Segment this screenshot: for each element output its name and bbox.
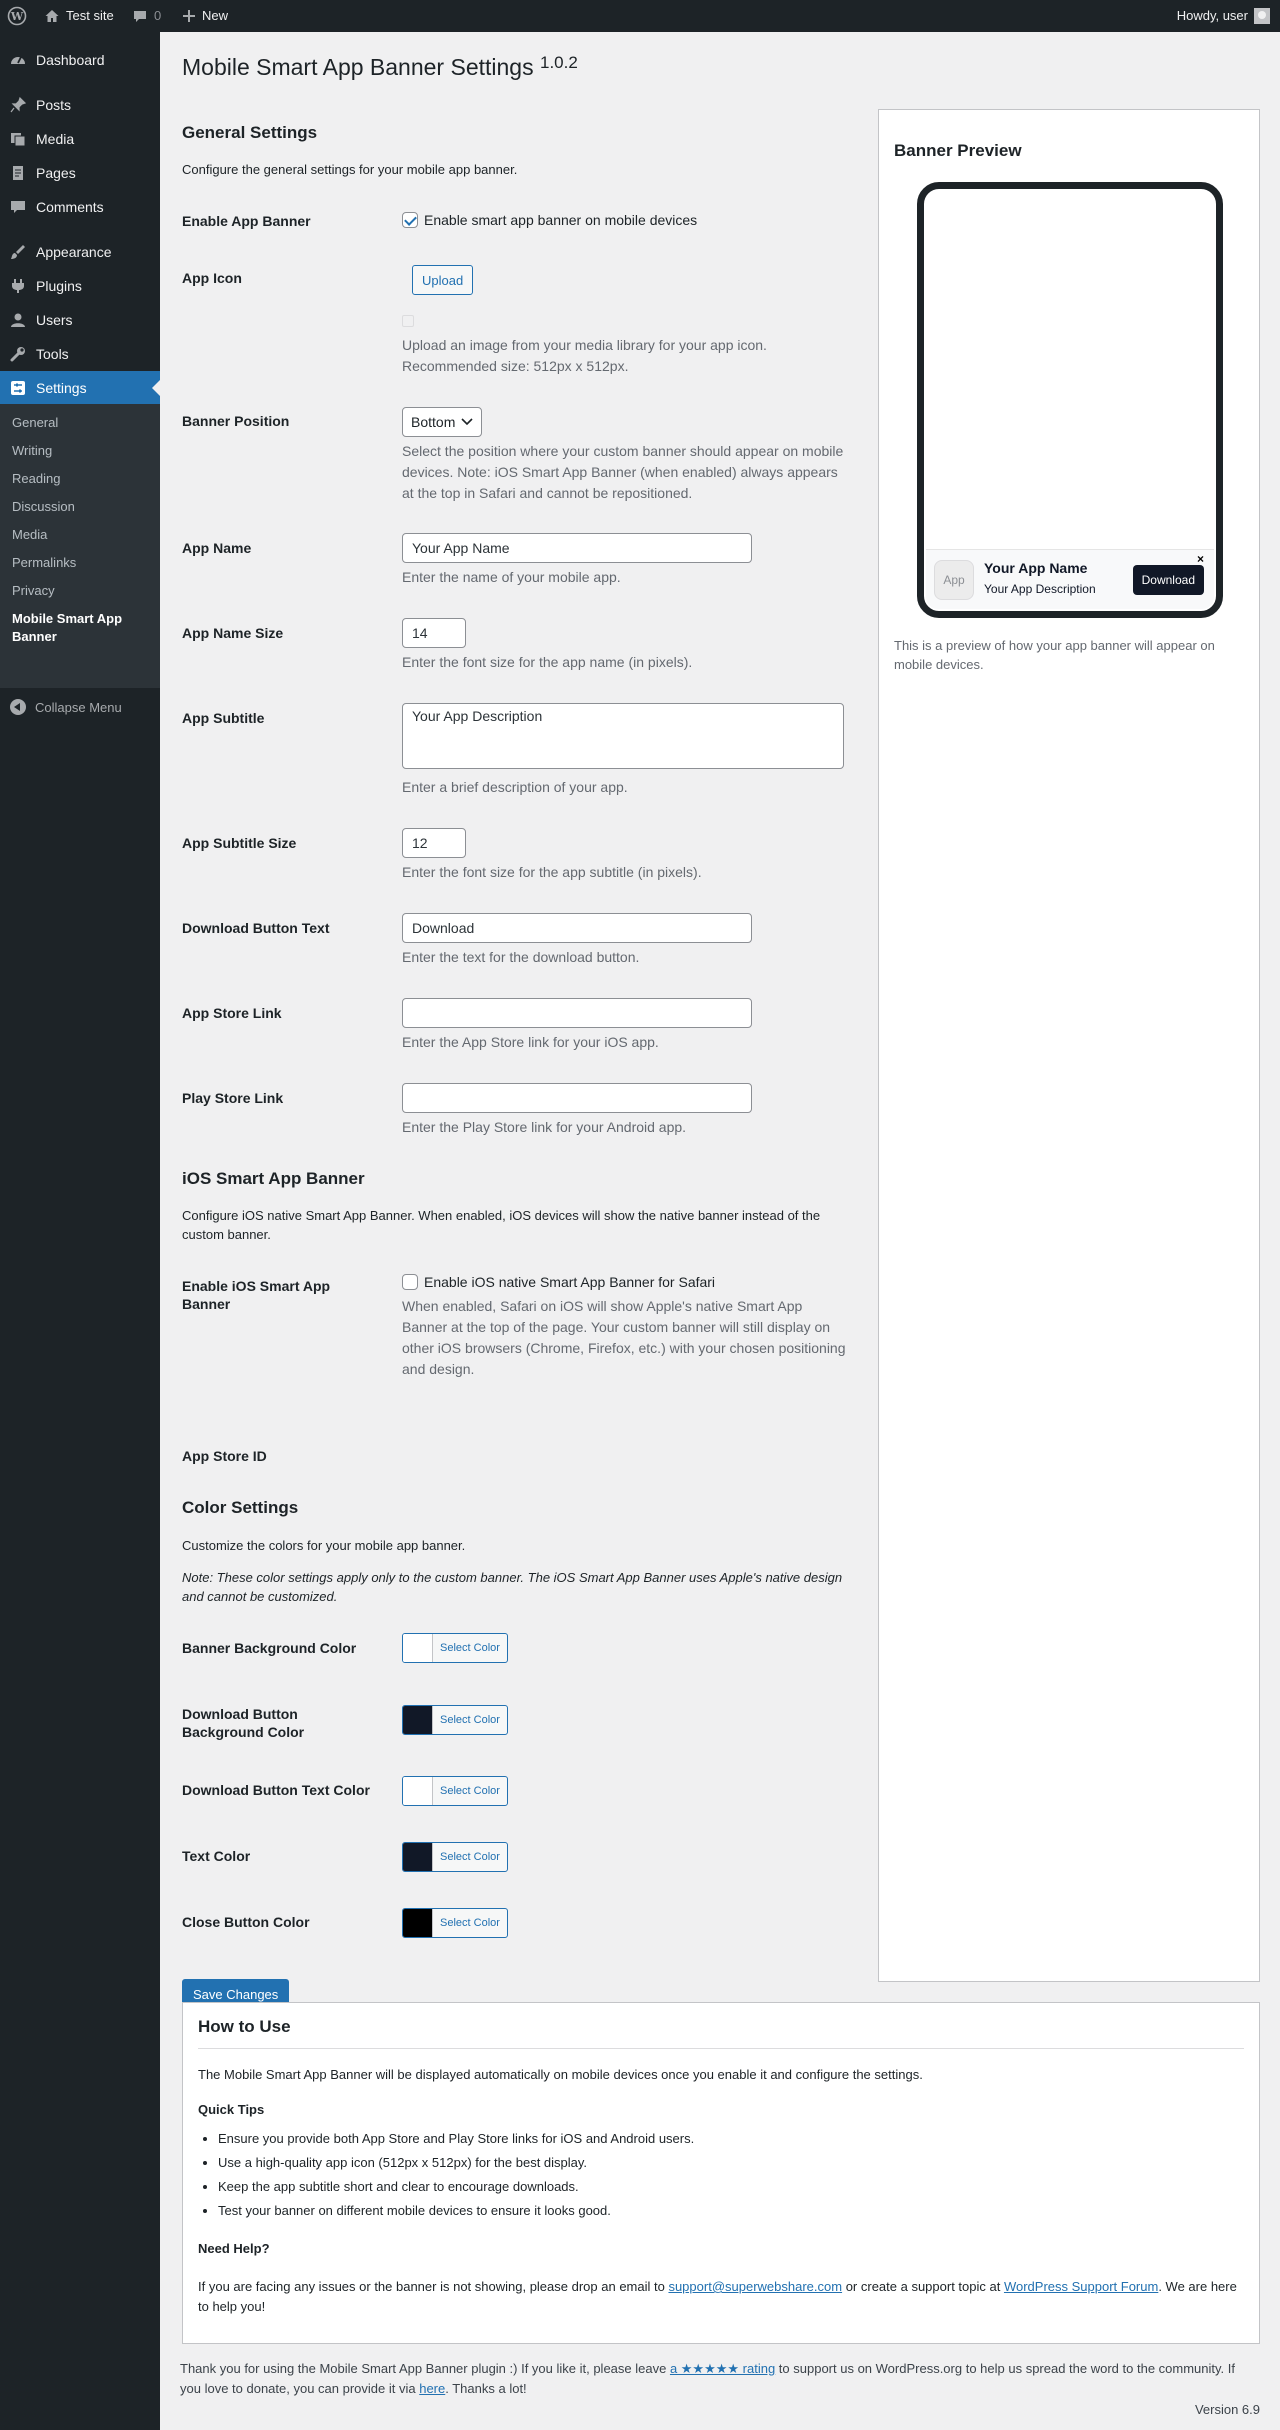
upload-icon-button[interactable]: Upload [412,265,473,295]
list-item: • Test your banner on different mobile devices to ensure it looks good. [218,2199,694,2223]
preview-caption [894,636,1215,674]
pages-icon [9,164,27,182]
app-name-help: Enter the name of your mobile app. [402,569,621,585]
comment-icon [132,8,148,24]
brush-icon [9,243,27,261]
app-icon-label: App Icon [182,270,242,286]
enable-ios-banner-help [402,1296,846,1380]
comments-count: 0 [154,8,162,23]
app-subtitle-help: Enter a brief description of your app. [402,779,628,795]
how-to-use-heading: How to Use [198,2017,291,2036]
preview-app-name: Your App Name [984,560,1088,576]
enable-ios-banner-label-line-1: Enable iOS Smart App [182,1278,331,1294]
close-button-color-label: Close Button Color [182,1914,310,1930]
preview-close-icon: × [1196,552,1204,566]
submenu-media[interactable]: Media [12,527,48,542]
close-button-color-button-label: Select Color [440,1917,500,1929]
preview-banner [926,549,1214,609]
close-button-color-swatch [403,1909,433,1937]
download-bg-color-swatch [403,1706,433,1734]
banner-bg-color-button-label: Select Color [440,1642,500,1654]
banner-position-help-line-1: Select the position where your custom banner should appear on mobile [402,443,844,459]
list-item: • Keep the app subtitle short and clear to encourage downloads. [218,2175,694,2199]
sidebar-item-appearance[interactable] [0,235,160,269]
banner-position-help-line-2: devices. Note: iOS Smart App Banner (when enabled) always appears [402,464,838,480]
app-store-link-help: Enter the App Store link for your iOS app. [402,1034,659,1050]
enable-ios-banner-label [182,1277,372,1313]
enable-ios-banner-text: Enable iOS native Smart App Banner for Safari [424,1274,716,1290]
settings-submenu [0,404,160,688]
general-settings-description: Configure the general settings for your mobile app banner. [182,162,518,177]
download-button-text-label: Download Button Text [182,920,330,936]
plus-icon [182,9,196,23]
play-store-link-input[interactable] [402,1083,752,1113]
download-bg-color-picker[interactable] [402,1705,508,1735]
banner-position-select[interactable] [402,407,482,437]
banner-bg-color-label: Banner Background Color [182,1640,357,1656]
plugin-icon [9,277,27,295]
app-name-size-input[interactable]: 14 [402,618,466,648]
donate-link[interactable]: here [419,2381,446,2396]
preview-download-button: Download [1133,565,1204,595]
sidebar-label-dashboard: Dashboard [36,52,105,68]
footer-text-1: Thank you for using the Mobile Smart App Banner plugin :) If you like it, please leave [180,2361,670,2376]
banner-position-help [402,441,843,504]
submenu-mobile-smart-app-banner[interactable]: Mobile Smart App Banner [12,611,123,644]
settings-icon [9,379,27,397]
submenu-general[interactable]: General [12,415,59,430]
wp-version: Version 6.9 [1194,2402,1260,2417]
enable-app-banner-text: Enable smart app banner on mobile devices [424,212,698,228]
text-color-swatch [403,1843,433,1871]
color-settings-note [182,1568,842,1606]
collapse-icon [10,699,26,715]
admin-sidebar [0,32,160,2430]
divider [198,2048,1244,2049]
sidebar-label-pages: Pages [36,165,76,181]
app-icon-help-line-1: Upload an image from your media library for your app icon. [402,337,767,353]
submenu-discussion[interactable]: Discussion [12,499,75,514]
download-bg-label-line-2: Background Color [182,1724,305,1740]
how-to-use-intro: The Mobile Smart App Banner will be displayed automatically on mobile devices once you enable it and configure the settings. [198,2067,923,2082]
sidebar-item-settings[interactable] [0,371,160,405]
download-bg-label-line-1: Download Button [182,1706,298,1722]
color-settings-description: Customize the colors for your mobile app banner. [182,1538,466,1553]
need-help-heading: Need Help? [198,2241,270,2256]
enable-ios-banner-checkbox[interactable] [402,1274,418,1290]
play-store-link-label: Play Store Link [182,1090,284,1106]
support-email-link[interactable]: support@superwebshare.com [668,2279,843,2294]
howdy-text: Howdy, user [1176,8,1248,23]
text-color-picker[interactable] [402,1842,508,1872]
sidebar-label-plugins: Plugins [36,278,82,294]
how-to-use-box [182,2002,1260,2344]
sidebar-label-tools: Tools [36,346,69,362]
color-note-line-2: and cannot be customized. [182,1589,338,1604]
download-text-color-label: Download Button Text Color [182,1782,370,1798]
app-name-size-label: App Name Size [182,625,284,641]
home-icon [44,8,60,24]
app-subtitle-size-help: Enter the font size for the app subtitle (in pixels). [402,864,702,880]
sidebar-label-users: Users [36,312,73,328]
enable-app-banner-checkbox[interactable] [402,212,418,228]
download-text-color-picker[interactable] [402,1776,508,1806]
app-name-input[interactable]: Your App Name [402,533,752,563]
plugin-version: 1.0.2 [539,53,578,72]
enable-ios-banner-label-line-2: Banner [182,1296,231,1312]
download-bg-color-button-label: Select Color [440,1714,500,1726]
sidebar-item-tools[interactable] [0,337,160,371]
text-color-button-label: Select Color [440,1851,500,1863]
sidebar-label-comments: Comments [36,199,104,215]
download-text-color-swatch [403,1777,433,1805]
help-text-part-4: to help you! [198,2299,266,2314]
submenu-privacy[interactable]: Privacy [12,583,55,598]
ios-help-line-2: Banner at the top of the page. Your custom banner will still display on [402,1319,831,1335]
general-settings-heading: General Settings [182,123,318,142]
new-content-link[interactable] [182,0,228,32]
app-store-link-input[interactable] [402,998,752,1028]
app-icon-help [402,335,767,377]
footer-text-2: to support us on WordPress.org to help us spread the word to the community. If [775,2361,1235,2376]
banner-position-label: Banner Position [182,413,290,429]
sidebar-label-appearance: Appearance [36,244,112,260]
preview-app-icon: App [934,560,974,600]
preview-caption-line-2: mobile devices. [894,657,984,672]
submenu-writing[interactable]: Writing [12,443,53,458]
ios-settings-heading: iOS Smart App Banner [182,1169,365,1188]
close-button-color-picker[interactable] [402,1908,508,1938]
footer-thanks [180,2359,1235,2399]
collapse-menu-button[interactable] [0,692,160,722]
color-settings-heading: Color Settings [182,1498,299,1517]
user-icon [9,311,27,329]
banner-position-help-line-3: at the top in Safari and cannot be repositioned. [402,485,693,501]
app-store-id-label: App Store ID [182,1448,267,1464]
app-subtitle-textarea[interactable]: Your App Description [402,703,844,769]
sidebar-label-settings: Settings [36,380,87,396]
app-subtitle-size-input[interactable]: 12 [402,828,466,858]
preview-app-subtitle: Your App Description [984,582,1096,596]
play-store-link-help: Enter the Play Store link for your Android app. [402,1119,687,1135]
download-text-color-button-label: Select Color [440,1785,500,1797]
footer-text-3: you love to donate, you can provide it via [180,2381,420,2396]
ios-help-line-1: When enabled, Safari on iOS will show Apple's native Smart App [402,1298,803,1314]
app-name-label: App Name [182,540,252,556]
ios-description-line-1: Configure iOS native Smart App Banner. When enabled, iOS devices will show the native banner instead of the [182,1208,821,1223]
banner-position-value: Bottom [411,414,456,430]
app-subtitle-label: App Subtitle [182,710,265,726]
enable-app-banner-row[interactable] [402,212,697,228]
help-text-part-1: If you are facing any issues or the banner is not showing, please drop an email to [198,2279,669,2294]
help-text-part-3: . We are here [1158,2279,1237,2294]
download-bg-color-label [182,1705,372,1741]
save-changes-button[interactable]: Save Changes [182,1979,289,2009]
preview-caption-line-1: This is a preview of how your app banner will appear on [894,638,1215,653]
banner-bg-color-picker[interactable] [402,1633,508,1663]
wordpress-logo-icon[interactable] [7,0,27,32]
sidebar-item-pages[interactable] [0,156,160,190]
banner-preview-panel [878,109,1260,1982]
media-icon [9,130,27,148]
banner-bg-color-swatch [403,1634,433,1662]
enable-app-banner-label: Enable App Banner [182,213,311,229]
ios-description-line-2: custom banner. [182,1227,271,1242]
ios-settings-description [182,1206,820,1244]
help-text-part-2: or create a support topic at [842,2279,1004,2294]
site-name-link[interactable] [44,0,114,32]
color-note-line-1: Note: These color settings apply only to the custom banner. The iOS Smart App Banner uses Apple's native design [182,1570,843,1585]
icon-preview-placeholder [402,315,414,327]
ios-help-line-4: and design. [402,1361,475,1377]
app-icon-help-line-2: Recommended size: 512px x 512px. [402,358,629,374]
download-button-text-input[interactable]: Download [402,913,752,943]
text-color-label: Text Color [182,1848,251,1864]
quick-tips-heading: Quick Tips [198,2102,265,2117]
site-name: Test site [66,8,114,23]
submenu-permalinks[interactable]: Permalinks [12,555,77,570]
sidebar-item-media[interactable] [0,122,160,156]
wrench-icon [9,345,27,363]
sidebar-item-plugins[interactable] [0,269,160,303]
sidebar-item-dashboard[interactable] [0,43,160,77]
sidebar-label-posts: Posts [36,97,72,113]
phone-mockup [917,182,1223,618]
enable-ios-banner-row[interactable] [402,1274,715,1290]
sidebar-item-posts[interactable] [0,88,160,122]
pin-icon [9,96,27,114]
support-forum-link[interactable]: WordPress Support Forum [1003,2279,1159,2294]
svg-text:W: W [10,10,24,23]
chevron-down-icon [461,418,473,426]
quick-tips-list [198,2127,694,2223]
dashboard-icon [9,51,27,69]
banner-preview-heading: Banner Preview [894,141,1022,160]
submenu-reading[interactable]: Reading [12,471,61,486]
collapse-label: Collapse Menu [35,699,122,715]
rating-link[interactable]: a ★★★★★ rating [669,2361,776,2376]
sidebar-item-comments[interactable] [0,190,160,224]
comments-icon [9,198,27,216]
need-help-text [198,2277,1237,2317]
list-item: • Use a high-quality app icon (512px x 512px) for the best display. [218,2151,694,2175]
avatar [1254,8,1270,24]
sidebar-label-media: Media [36,131,75,147]
app-store-link-label: App Store Link [182,1005,282,1021]
sidebar-item-users[interactable] [0,303,160,337]
new-label: New [202,8,229,23]
app-name-size-help: Enter the font size for the app name (in pixels). [402,654,693,670]
list-item: • Ensure you provide both App Store and Play Store links for iOS and Android users. [218,2127,694,2151]
footer-text-4: . Thanks a lot! [445,2381,527,2396]
page-title-text: Mobile Smart App Banner Settings [182,54,534,80]
comments-link[interactable] [132,0,161,32]
admin-bar [0,0,1280,32]
my-account-link[interactable] [1177,0,1270,32]
page-title [182,52,578,82]
download-button-text-help: Enter the text for the download button. [402,949,640,965]
ios-help-line-3: other iOS browsers (Chrome, Firefox, etc.) with your chosen positioning [402,1340,846,1356]
app-subtitle-size-label: App Subtitle Size [182,835,297,851]
